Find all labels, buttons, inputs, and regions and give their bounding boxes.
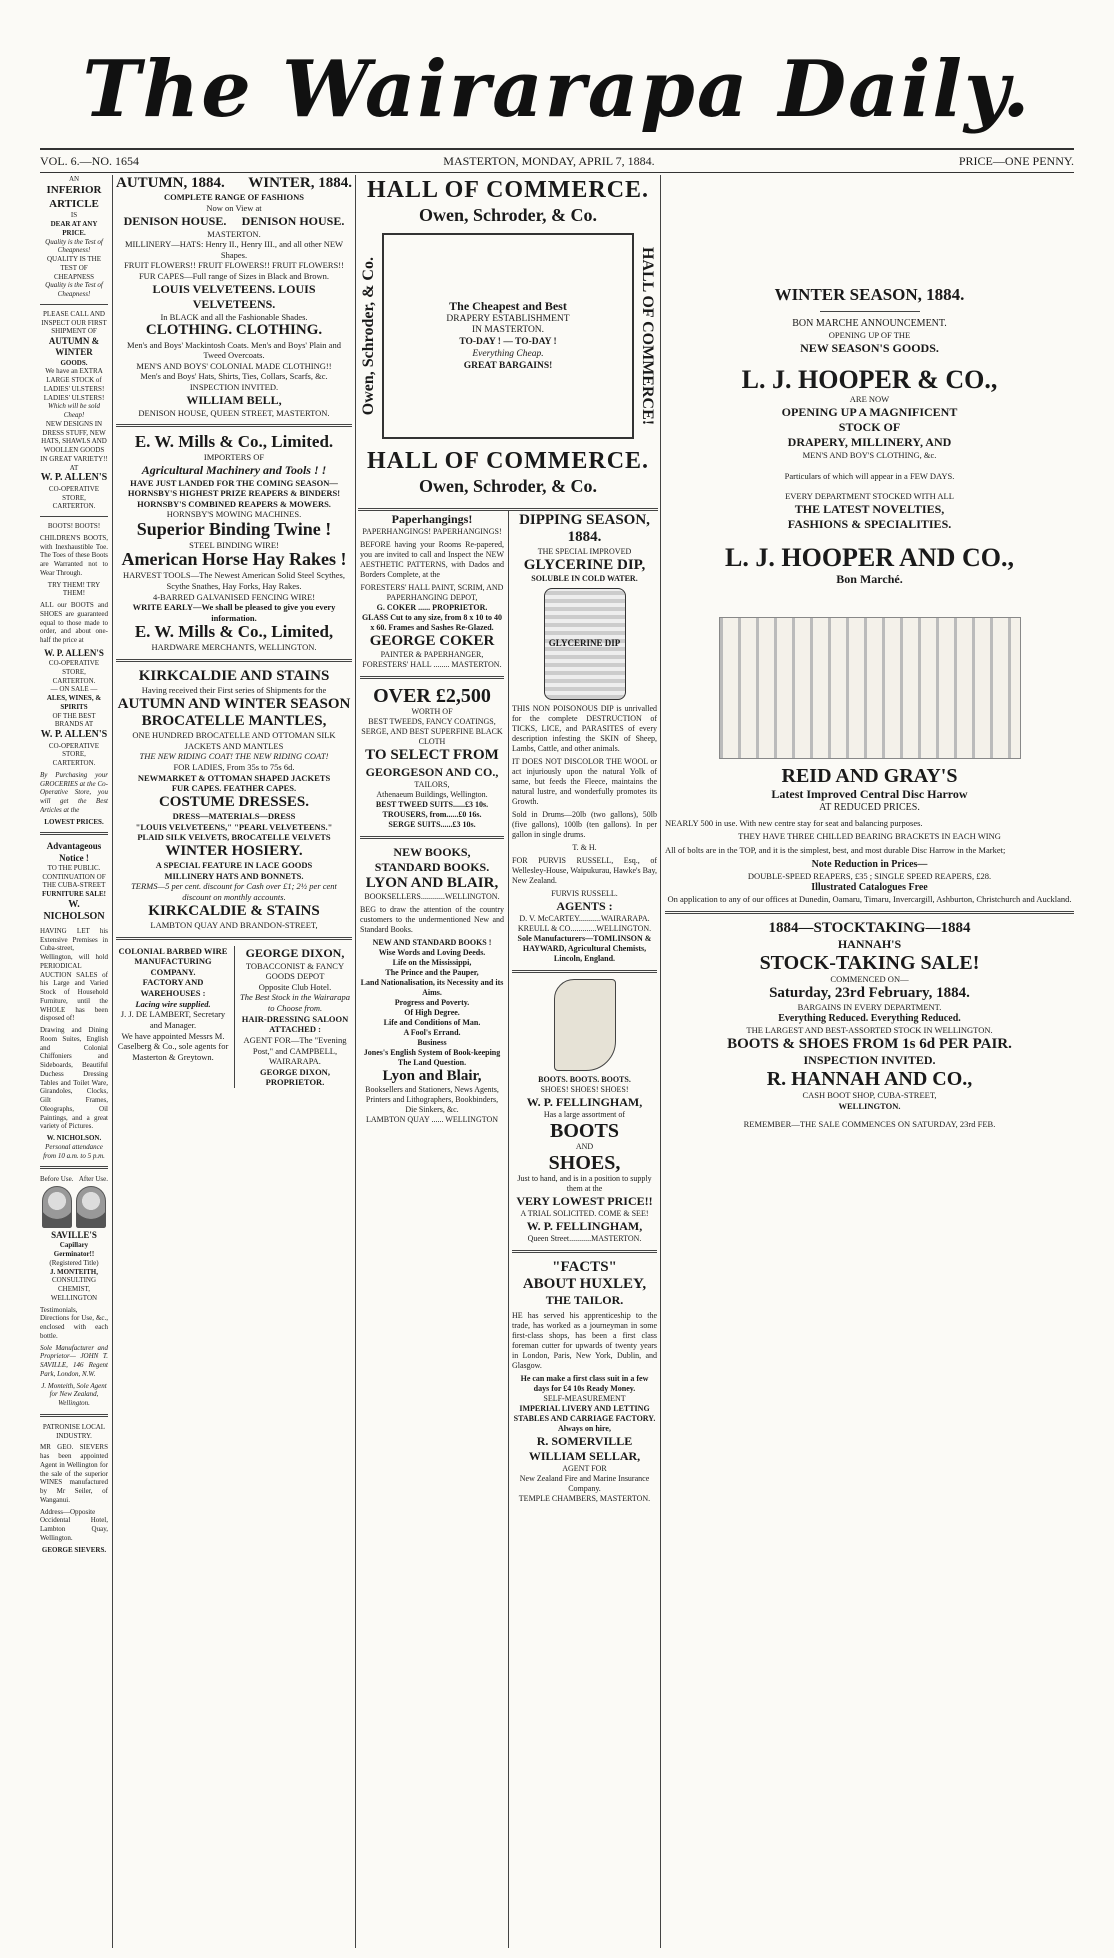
ad-line: Queen Street...........MASTERTON.: [527, 1233, 642, 1243]
ad-heading: FURNITURE SALE!: [42, 890, 106, 898]
ad-line: TO-DAY ! — TO-DAY !: [459, 337, 557, 348]
ad-line: GREAT BARGAINS!: [463, 361, 553, 371]
ad-heading: AUTUMN AND WINTER SEASON: [117, 695, 351, 712]
ad-line: IN GREAT VARIETY!! AT: [40, 454, 108, 472]
ad-line: PLEASE CALL AND INSPECT OUR FIRST SHIPMENT OF: [41, 309, 107, 336]
ad-line: J. J. DE LAMBERT, Secretary and Manager.: [120, 1009, 226, 1030]
ad-heading: NEW SEASON'S GOODS.: [800, 340, 939, 355]
ad-heading: BOOTS: [550, 1119, 619, 1142]
ad-heading: ARTICLE: [49, 197, 99, 210]
ad-heading: DIPPING SEASON, 1884.: [519, 512, 650, 546]
ad-line: Men's and Boys' Hats, Shirts, Ties, Collars, Scarfs, &c. INSPECTION INVITED.: [140, 371, 328, 392]
hoc-inner-box: [382, 233, 633, 439]
ad-line: The Prince and the Pauper,: [385, 967, 479, 977]
ad-hall-of-commerce: [360, 175, 656, 505]
ad-line: MILLINERY—HATS: Henry II., Henry III., and all other NEW Shapes.: [124, 239, 344, 260]
ad-line: Sole Manufacturers—TOMLINSON & HAYWARD, Agricultural Chemists, Lincoln, England.: [517, 933, 652, 963]
ad-georgeson: [360, 685, 504, 829]
ad-line: "LOUIS VELVETEENS," "PEARL VELVETEENS.": [135, 821, 333, 832]
newspaper-title: The Wairarapa Daily.: [82, 44, 1032, 135]
ad-sievers: [40, 1423, 108, 1555]
ad-line: GEORGE SIEVERS.: [41, 1545, 107, 1554]
ad-line: BEG to draw the attention of the country customers to the undermentioned New and Standard Books.: [360, 904, 504, 934]
ad-heading: HALL OF COMMERCE.: [366, 447, 650, 474]
ad-heading: L. J. HOOPER & CO.,: [741, 364, 998, 394]
ad-heading: DEAR AT ANY PRICE.: [50, 220, 98, 237]
ad-line: DRESS—MATERIALS—DRESS: [172, 811, 296, 822]
ad-line: D. V. McCARTEY...........WAIRARAPA.: [519, 913, 650, 923]
ad-line: SOLUBLE IN COLD WATER.: [531, 573, 638, 583]
ad-line: BEST TWEEDS, FANCY COATINGS, SERGE, AND BEST SUPERFINE BLACK CLOTH: [361, 717, 503, 747]
ad-heading: W. P. ALLEN'S: [40, 729, 108, 740]
ad-line: AGENT FOR: [562, 1464, 607, 1474]
ad-vertical-text: Owen, Schroder, & Co.: [360, 256, 377, 415]
ad-line: Jones's English System of Book-keeping: [363, 1047, 501, 1057]
column-1: [40, 175, 108, 1948]
ad-line: G. COKER ...... PROPRIETOR.: [376, 603, 488, 612]
ad-line: Personal attendance from 10 a.m. to 5 p.m.: [43, 1142, 105, 1160]
ad-line: IT DOES NOT DISCOLOR THE WOOL or act injuriously upon the natural Yolk of same, but feeds the Fleece, maintains the natural lustre, and wonderfully promotes its Growth.: [512, 756, 657, 806]
ad-line: CONTINUATION OF THE CUBA-STREET: [42, 872, 106, 890]
ad-mills: [116, 433, 352, 652]
ad-line: KREULL & CO.............WELLINGTON.: [517, 923, 652, 933]
ad-heading: GEORGESON AND CO.,: [365, 764, 499, 779]
ad-line: A Fool's Errand.: [403, 1027, 461, 1037]
ad-heading: AUTUMN, 1884.: [116, 175, 225, 191]
ad-line: New Zealand Fire and Marine Insurance Company.: [519, 1474, 650, 1494]
portrait-after-icon: [76, 1186, 106, 1228]
ad-line: (Registered Title): [49, 1258, 99, 1267]
ad-line: PATRONISE LOCAL INDUSTRY.: [42, 1422, 106, 1440]
ad-line: DRAPERY ESTABLISHMENT: [446, 313, 570, 324]
ad-fellingham: [512, 979, 657, 1244]
ad-line: Before Use.: [40, 1175, 74, 1184]
ad-line: THIS NON POISONOUS DIP is unrivalled for the complete DESTRUCTION of TICKS, LICE, and PARASITES of every description infesting the SKIN of Sheep, Lambs, Cattle, and other animals.: [512, 703, 657, 753]
ad-line: BOOTS. BOOTS. BOOTS.: [538, 1074, 631, 1084]
ad-line: TROUSERS, from......£0 16s.: [382, 809, 482, 819]
ad-heading: AUTUMN & WINTER: [48, 336, 100, 358]
ad-line: NEW DESIGNS IN DRESS STUFF, NEW HATS, SHAWLS AND WOOLLEN GOODS: [41, 419, 107, 454]
ad-heading: SAVILLE'S: [51, 1230, 97, 1240]
ad-line: FACTORY AND WAREHOUSES :: [140, 977, 206, 999]
ad-line: IMPORTERS OF: [203, 451, 265, 462]
ad-line: NEW AND STANDARD BOOKS !: [372, 937, 492, 947]
column-5: [665, 175, 1074, 1948]
ad-line: HARDWARE MERCHANTS, WELLINGTON.: [151, 642, 317, 653]
ad-line: MEN'S AND BOY'S CLOTHING, &c.: [802, 449, 937, 460]
ad-heading: REID AND GRAY'S: [781, 765, 958, 788]
ad-hannah: [665, 920, 1074, 1130]
ad-line: Sold in Drums—20lb (two gallons), 50lb (five gallons), 100lb (ten gallons). In per gallon in single drums.: [512, 809, 657, 839]
ad-heading: R. HANNAH AND CO.,: [766, 1068, 973, 1091]
ad-line: AGENT FOR—The "Evening Post," and CAMPBELL, WAIRARAPA.: [243, 1034, 347, 1067]
ad-line: OPENING UP OF THE: [828, 330, 911, 341]
ad-line: Progress and Poverty.: [394, 997, 470, 1007]
ad-hooper: [665, 175, 1074, 587]
masthead: [0, 40, 1114, 140]
ad-line: NEARLY 500 in use. With new centre stay for seat and balancing purposes.: [665, 817, 923, 828]
ad-line: FURVIS RUSSELL.: [551, 888, 618, 898]
ad-heading: OVER £2,500: [373, 685, 491, 708]
ad-line: FUR CAPES—Full range of Sizes in Black and Brown.: [138, 271, 330, 281]
ad-heading: CLOTHING. CLOTHING.: [145, 322, 323, 339]
ad-heading: GEORGE DIXON,: [245, 945, 345, 960]
column-rule: [355, 175, 356, 1948]
ad-line: PAPERHANGINGS! PAPERHANGINGS!: [362, 527, 502, 536]
ad-dixon: [234, 946, 352, 1089]
ad-heading: AND: [575, 1141, 594, 1151]
ad-line: FOR LADIES, From 35s to 75s 6d.: [173, 761, 295, 772]
ad-heading: E. W. Mills & Co., Limited.: [134, 432, 334, 452]
section-rule: [358, 508, 658, 511]
ad-line: Opposite Club Hotel.: [258, 981, 332, 992]
price: PRICE—ONE PENNY.: [958, 153, 1074, 168]
ad-line: BOOTS! BOOTS!: [47, 522, 101, 530]
ad-kirkcaldie: [116, 668, 352, 931]
ad-line: SHOES! SHOES! SHOES!: [540, 1084, 629, 1094]
ad-line: BEST TWEED SUITS......£3 10s.: [375, 799, 489, 809]
ad-heading: HALL OF COMMERCE.: [366, 177, 650, 203]
ad-line: A TRIAL SOLICITED. COME & SEE!: [520, 1208, 649, 1218]
ad-line: BOOKSELLERS............WELLINGTON.: [364, 891, 500, 901]
ad-line: We have appointed Messrs M. Caselberg & Co., sole agents for Masterton & Greytown.: [117, 1030, 229, 1062]
ad-heading: DRAPERY, MILLINERY, AND: [787, 434, 952, 449]
ad-line: The Best Stock in the Wairarapa to Choose from.: [240, 992, 350, 1014]
ad-line: A SPECIAL FEATURE IN LACE GOODS: [155, 860, 313, 871]
ad-heading: BOOTS & SHOES FROM 1s 6d PER PAIR.: [727, 1035, 1012, 1052]
ad-heading: AN: [68, 175, 80, 183]
ad-line: CO-OPERATIVE STORE, CARTERTON.: [48, 484, 100, 511]
ad-glycerine-dip: [512, 512, 657, 964]
ad-barbed-wire: [116, 946, 230, 1089]
ad-heading: Note Reduction in Prices—: [811, 858, 928, 870]
ad-heading: Superior Binding Twine !: [136, 519, 332, 540]
ad-heading: Latest Improved Central Disc Harrow: [771, 787, 968, 802]
ad-line: MR GEO. SIEVERS has been appointed Agent in Wellington for the sale of the superior WINES manufactured by Mr Seiler, of Wanganui.: [40, 1443, 108, 1504]
bottom-ads-row: [116, 946, 352, 1089]
ad-heading: J. MONTEITH,: [49, 1267, 99, 1276]
ad-line: DENISON HOUSE, QUEEN STREET, MASTERTON.: [138, 407, 330, 418]
ad-line: Wise Words and Loving Deeds.: [378, 947, 486, 957]
ad-heading: WINTER HOSIERY.: [165, 842, 303, 859]
ad-denison-house: [116, 175, 352, 418]
ad-heading: WINTER, 1884.: [248, 175, 352, 191]
ad-heading: Owen, Schroder, & Co.: [418, 205, 597, 225]
ad-line: 4-BARRED GALVANISED FENCING WIRE!: [152, 591, 316, 602]
ad-line: FOR PURVIS RUSSELL, Esq., of Wellesley-House, Waipukurau, Hawke's Bay, New Zealand.: [512, 855, 657, 885]
ad-line: LAMBTON QUAY ...... WELLINGTON: [365, 1115, 499, 1124]
ad-heading: INSPECTION INVITED.: [803, 1053, 936, 1068]
ad-line: STEEL BINDING WIRE!: [189, 539, 279, 550]
ad-line: Just to hand, and is in a position to supply them at the: [517, 1173, 652, 1193]
ad-line: NEWMARKET & OTTOMAN SHAPED JACKETS: [137, 772, 331, 783]
ad-line: J. Monteith, Sole Agent for New Zealand, Wellington.: [41, 1381, 107, 1407]
ad-line: BARGAINS IN EVERY DEPARTMENT.: [797, 1002, 942, 1013]
ad-line: TO THE PUBLIC.: [47, 863, 101, 872]
ad-heading: FASHIONS & SPECIALITIES.: [787, 516, 952, 531]
ad-line: CASH BOOT SHOP, CUBA-STREET,: [802, 1090, 937, 1101]
column-rule: [508, 510, 509, 1948]
ad-line: Sole Manufacturer and Proprietor— JOHN T. SAVILLE, 146 Regent Park, London, N.W.: [40, 1343, 108, 1378]
ad-heading: THE TAILOR.: [545, 1293, 624, 1308]
ad-line: HARVEST TOOLS—The Newest American Solid Steel Scythes, Scythe Snathes, Hay Forks, Hay Rakes.: [123, 570, 345, 591]
ad-heading: COSTUME DRESSES.: [158, 793, 310, 810]
ad-reid-gray: [665, 617, 1074, 905]
ad-heading: WILLIAM SELLAR,: [528, 1449, 641, 1464]
ad-line: ALL our BOOTS and SHOES are guaranteed equal to those made to order, and about one-half the price at: [40, 601, 108, 644]
ad-heading: W. NICHOLSON: [43, 898, 105, 923]
ad-heading: GOODS.: [60, 358, 88, 367]
ad-line: Life on the Mississippi,: [392, 957, 472, 967]
ad-heading: BROCATELLE MANTLES,: [141, 712, 327, 729]
ad-line: PAINTER & PAPERHANGER,: [380, 650, 484, 660]
ad-line: GEORGE DIXON, PROPRIETOR.: [260, 1066, 330, 1088]
ad-heading: ABOUT HUXLEY,: [522, 1276, 647, 1292]
ad-line: TOBACCONIST & FANCY GOODS DEPOT: [245, 960, 345, 982]
ad-heading: Bon Marché.: [836, 572, 903, 587]
ad-line: LAMBTON QUAY AND BRANDON-STREET,: [150, 919, 318, 930]
ad-line: Lacing wire supplied.: [135, 998, 211, 1009]
ad-line: TAILORS,: [414, 779, 450, 789]
ad-line: AT REDUCED PRICES.: [819, 802, 920, 814]
ad-heading: NEW BOOKS, STANDARD BOOKS.: [374, 844, 490, 874]
dateline: [40, 148, 1074, 173]
ad-heading: DENISON HOUSE.: [123, 213, 227, 228]
ad-line: Which will be sold Cheap!: [48, 402, 100, 419]
ad-line: THEY HAVE THREE CHILLED BEARING BRACKETS IN EACH WING: [738, 831, 1001, 842]
ad-heading: WILLIAM BELL,: [186, 392, 282, 407]
hoc-middle: [360, 226, 656, 446]
boot-icon: [554, 979, 616, 1071]
ad-line: We have an EXTRA LARGE STOCK of LADIES' ULSTERS! LADIES' ULSTERS!: [43, 367, 105, 402]
ad-line: Life and Conditions of Man.: [383, 1017, 481, 1027]
ad-line: Athenaeum Buildings, Wellington.: [376, 789, 488, 799]
ad-heading: W. P. FELLINGHAM,: [526, 1094, 643, 1109]
ad-line: Quality is the Test of Cheapness!: [45, 281, 103, 298]
ad-line: BEFORE having your Rooms Re-papered, you are invited to call and Inspect the NEW AESTHETIC PATTERNS, with Dados and Borders Complete, at the: [360, 540, 504, 579]
ad-vertical-text: HALL OF COMMERCE!: [639, 246, 656, 425]
ad-line: REMEMBER—THE SALE COMMENCES ON SATURDAY, 23rd FEB.: [743, 1119, 996, 1130]
ad-line: HORNSBY'S MOWING MACHINES.: [166, 509, 302, 520]
ad-line: He can make a first class suit in a few days for £4 10s Ready Money.: [520, 1374, 649, 1394]
disc-harrow-illustration: [719, 617, 1021, 759]
ad-line: Capillary Germinator!!: [53, 1241, 95, 1258]
ad-line: FORESTERS' HALL ........ MASTERTON.: [362, 660, 502, 670]
ad-line: FUR CAPES. FEATHER CAPES.: [171, 783, 297, 794]
ad-line: After Use.: [78, 1175, 108, 1184]
ad-line: EVERY DEPARTMENT STOCKED WITH ALL: [785, 491, 954, 502]
ad-line: The Cheapest and Best: [449, 298, 567, 313]
ad-line: Particulars of which will appear in a FEW DAYS.: [784, 470, 955, 481]
ad-line: Has a large assortment of: [543, 1109, 626, 1119]
ad-line: CO-OPERATIVE STORE, CARTERTON.: [48, 659, 100, 685]
ad-line: IMPERIAL LIVERY AND LETTING STABLES AND CARRIAGE FACTORY.: [513, 1404, 656, 1424]
ad-saville: [40, 1175, 108, 1408]
ad-line: HORNSBY'S COMBINED REAPERS & MOWERS.: [137, 498, 331, 509]
ad-heading: Owen, Schroder, & Co.: [418, 475, 597, 496]
ad-line: Quality is the Test of Cheapness!: [45, 237, 103, 255]
ad-heading: LOWEST PRICES.: [44, 817, 104, 826]
ad-line: BON MARCHE ANNOUNCEMENT.: [792, 317, 947, 329]
ad-line: Testimonials, Directions for Use, &c., enclosed with each bottle.: [40, 1305, 108, 1340]
ad-line: PLAID SILK VELVETS, BROCATELLE VELVETS: [137, 832, 331, 843]
ad-heading: THE LATEST NOVELTIES,: [794, 501, 945, 516]
ad-heading: W. P. ALLEN'S: [40, 472, 108, 484]
ad-heading: Paperhangings!: [391, 512, 473, 526]
ad-line: THE LARGEST AND BEST-ASSORTED STOCK IN WELLINGTON.: [746, 1025, 993, 1036]
ad-line: HE has served his apprenticeship to the trade, has worked as a journeyman in some first-class shops, has been a first class foreman cutter for upwards of twenty years in London, Paris, New York, Dublin, and Glasgow.: [512, 1311, 657, 1371]
ad-heading: TO SELECT FROM: [365, 747, 499, 764]
ad-heading: American Horse Hay Rakes !: [121, 549, 347, 570]
ad-nicholson: [40, 841, 108, 1160]
ad-heading: "FACTS": [552, 1258, 617, 1275]
ad-line: Now on View at: [206, 202, 262, 213]
ad-line: Booksellers and Stationers, News Agents, Printers and Lithographers, Bookbinders, Die Sinkers, &c.: [365, 1085, 499, 1114]
ad-line: SERGE SUITS......£3 10s.: [388, 819, 476, 829]
ad-line: By Purchasing your GROCERIES at the Co-Operative Store, you will get the Best Articles at the: [40, 770, 108, 814]
dip-tin-icon: GLYCERINE DIP: [544, 588, 626, 700]
column-rule: [660, 175, 661, 1948]
ad-line: Of High Degree.: [404, 1007, 460, 1017]
ad-heading: W. P. ALLEN'S: [44, 647, 104, 658]
ad-line: Always on hire,: [558, 1424, 611, 1434]
ad-line: TEMPLE CHAMBERS, MASTERTON.: [518, 1494, 651, 1504]
ad-heading: HANNAH'S: [837, 937, 902, 952]
ad-heading: L. J. HOOPER AND CO.,: [725, 542, 1014, 572]
ad-line: TRY THEM! TRY THEM!: [47, 580, 101, 598]
ad-heading: VERY LOWEST PRICE!!: [516, 1193, 653, 1208]
ad-line: Men's and Boys' Mackintosh Coats. Men's and Boys' Plain and Tweed Overcoats.: [127, 339, 341, 361]
volume-number: VOL. 6.—NO. 1654: [40, 153, 139, 168]
ad-line: MEN'S AND BOYS' COLONIAL MADE CLOTHING!!: [136, 360, 332, 371]
ad-line: MILLINERY HATS AND BONNETS.: [164, 870, 304, 881]
ad-line: Illustrated Catalogues Free: [811, 881, 928, 893]
ad-line: Everything Reduced. Everything Reduced.: [778, 1012, 961, 1024]
ad-line: SELF-MEASUREMENT: [543, 1394, 626, 1404]
column-2: [116, 175, 352, 1948]
ad-line: HORNSBY'S HIGHEST PRIZE REAPERS & BINDERS!: [127, 488, 341, 499]
column-4: [512, 512, 657, 1948]
ad-heading: IS: [70, 211, 78, 220]
ad-line: ARE NOW: [849, 394, 890, 405]
place-date: MASTERTON, MONDAY, APRIL 7, 1884.: [443, 153, 655, 168]
ad-heading: LYON AND BLAIR,: [365, 874, 499, 891]
ad-heading: LOUIS VELVETEENS. LOUIS VELVETEENS.: [152, 281, 316, 311]
ad-line: FRUIT FLOWERS!! FRUIT FLOWERS!! FRUIT FLOWERS!!: [124, 260, 344, 271]
ad-line: CO-OPERATIVE STORE, CARTERTON.: [48, 741, 100, 767]
ad-heading: GEORGE COKER: [369, 633, 495, 649]
ad-line: TERMS—5 per cent. discount for Cash over £1; 2½ per cent discount on monthly accounts.: [131, 881, 337, 903]
ad-heading: OPENING UP A MAGNIFICENT: [781, 404, 958, 419]
ad-line: WRITE EARLY—We shall be pleased to give you every information.: [132, 602, 336, 623]
ad-line: Business: [417, 1037, 447, 1047]
ad-lyon-blair: [360, 845, 504, 1126]
ad-line: — ON SALE —: [50, 685, 98, 694]
ad-heading: 1884—STOCKTAKING—1884: [768, 919, 971, 936]
ad-line: Everything Cheap.: [472, 349, 544, 360]
ad-line: The Land Question.: [397, 1057, 467, 1067]
ad-heading: R. SOMERVILLE: [536, 1434, 633, 1449]
ad-line: OF THE BEST BRANDS AT: [52, 711, 96, 729]
ad-heading: HAIR-DRESSING SALOON ATTACHED :: [241, 1013, 349, 1035]
ad-heading: SHOES,: [548, 1151, 621, 1174]
ad-line: Drawing and Dining Room Suites, English and Colonial Chiffoniers and Sideboards, Beautiful Duchess Dressing Tables and Toilet Ware, Girandoles, Clocks, Gilt Frames, Oleographs, Oil Paintings, and a great variety of Pictures.: [40, 1026, 108, 1131]
portrait-before-icon: [42, 1186, 72, 1228]
ad-line: HAVE JUST LANDED FOR THE COMING SEASON—: [130, 477, 338, 488]
ad-line: In BLACK and all the Fashionable Shades.: [160, 311, 308, 322]
ad-heading: STOCK-TAKING SALE!: [759, 952, 980, 975]
ad-line: Land Nationalisation, its Necessity and its Aims.: [360, 977, 504, 997]
ad-line: MASTERTON.: [207, 228, 261, 239]
ad-heading: W. NICHOLSON.: [46, 1134, 102, 1142]
ad-heading: Advantageous Notice !: [46, 841, 102, 863]
ad-line: CHILDREN'S BOOTS, with Inexhaustible Toe. The Toes of these Boots are Warranted not to Wear Through.: [40, 533, 108, 577]
ad-line: COMPLETE RANGE OF FASHIONS: [163, 192, 305, 203]
ad-heading: Saturday, 23rd February, 1884.: [769, 984, 970, 1001]
ad-line: Agricultural Machinery and Tools ! !: [141, 462, 327, 477]
ad-line: T. & H.: [572, 842, 597, 852]
ad-heading: E. W. Mills & Co., Limited,: [134, 622, 334, 642]
ad-heading: INFERIOR: [46, 183, 102, 196]
ad-allen: [40, 175, 108, 826]
ad-huxley: [512, 1259, 657, 1505]
ad-line: HAVING LET his Extensive Premises in Cuba-street, Wellington, will hold PERIODICAL AUCTION SALES of his Large and Varied Stock of Household Furniture, until the WHOLE has been disposed of!: [40, 926, 108, 1023]
ad-line: Address—Opposite Occidental Hotel, Lambton Quay, Wellington.: [40, 1507, 108, 1542]
ad-heading: AGENTS :: [556, 898, 613, 913]
ad-line: Having received their First series of Shipments for the: [141, 684, 327, 695]
ad-heading: GLYCERINE DIP,: [523, 556, 646, 573]
column-rule: [112, 175, 113, 1948]
ad-line: IN MASTERTON.: [471, 325, 545, 336]
ad-line: ONE HUNDRED BROCATELLE AND OTTOMAN SILK JACKETS AND MANTLES: [132, 730, 336, 751]
ad-line: FORESTERS' HALL PAINT, SCRIM, AND PAPERHANGING DEPOT,: [360, 583, 504, 602]
ad-heading: WINTER SEASON, 1884.: [774, 285, 965, 304]
ad-line: WELLINGTON.: [838, 1100, 901, 1111]
ad-line: CONSULTING CHEMIST, WELLINGTON: [50, 1276, 98, 1302]
ad-line: WORTH OF: [411, 707, 453, 717]
ad-line: ALES, WINES, & SPIRITS: [46, 694, 102, 711]
ad-line: QUALITY IS THE TEST OF CHEAPNESS: [46, 255, 102, 281]
ad-line: DOUBLE-SPEED REAPERS, £35 ; SINGLE SPEED REAPERS, £28.: [747, 871, 992, 882]
ad-heading: DENISON HOUSE.: [241, 213, 345, 228]
ad-heading: KIRKCALDIE & STAINS: [148, 902, 320, 919]
ad-heading: Lyon and Blair,: [382, 1067, 482, 1084]
ad-line: COLONIAL BARBED WIRE MANUFACTURING COMPANY.: [118, 945, 228, 977]
ad-coker: [360, 512, 504, 670]
column-3: [360, 512, 504, 1948]
ad-line: COMMENCED ON—: [830, 974, 909, 985]
ad-heading: KIRKCALDIE AND STAINS: [138, 667, 330, 684]
ad-heading: STOCK OF: [838, 419, 901, 434]
ad-line: GLASS Cut to any size, from 8 x 10 to 40 x 60. Frames and Sashes Re-Glazed.: [361, 613, 503, 632]
ad-line: THE SPECIAL IMPROVED: [537, 546, 632, 556]
ad-heading: W. P. FELLINGHAM,: [526, 1218, 643, 1233]
ad-line: All of bolts are in the TOP, and it is the simplest, best, and most durable Disc Harrow in the Market;: [665, 845, 1006, 856]
ad-line: On application to any of our offices at Dunedin, Oamaru, Timaru, Invercargill, Ashburton, Christchurch and Auckland.: [667, 894, 1072, 905]
ad-line: THE NEW RIDING COAT! THE NEW RIDING COAT!: [139, 751, 329, 762]
